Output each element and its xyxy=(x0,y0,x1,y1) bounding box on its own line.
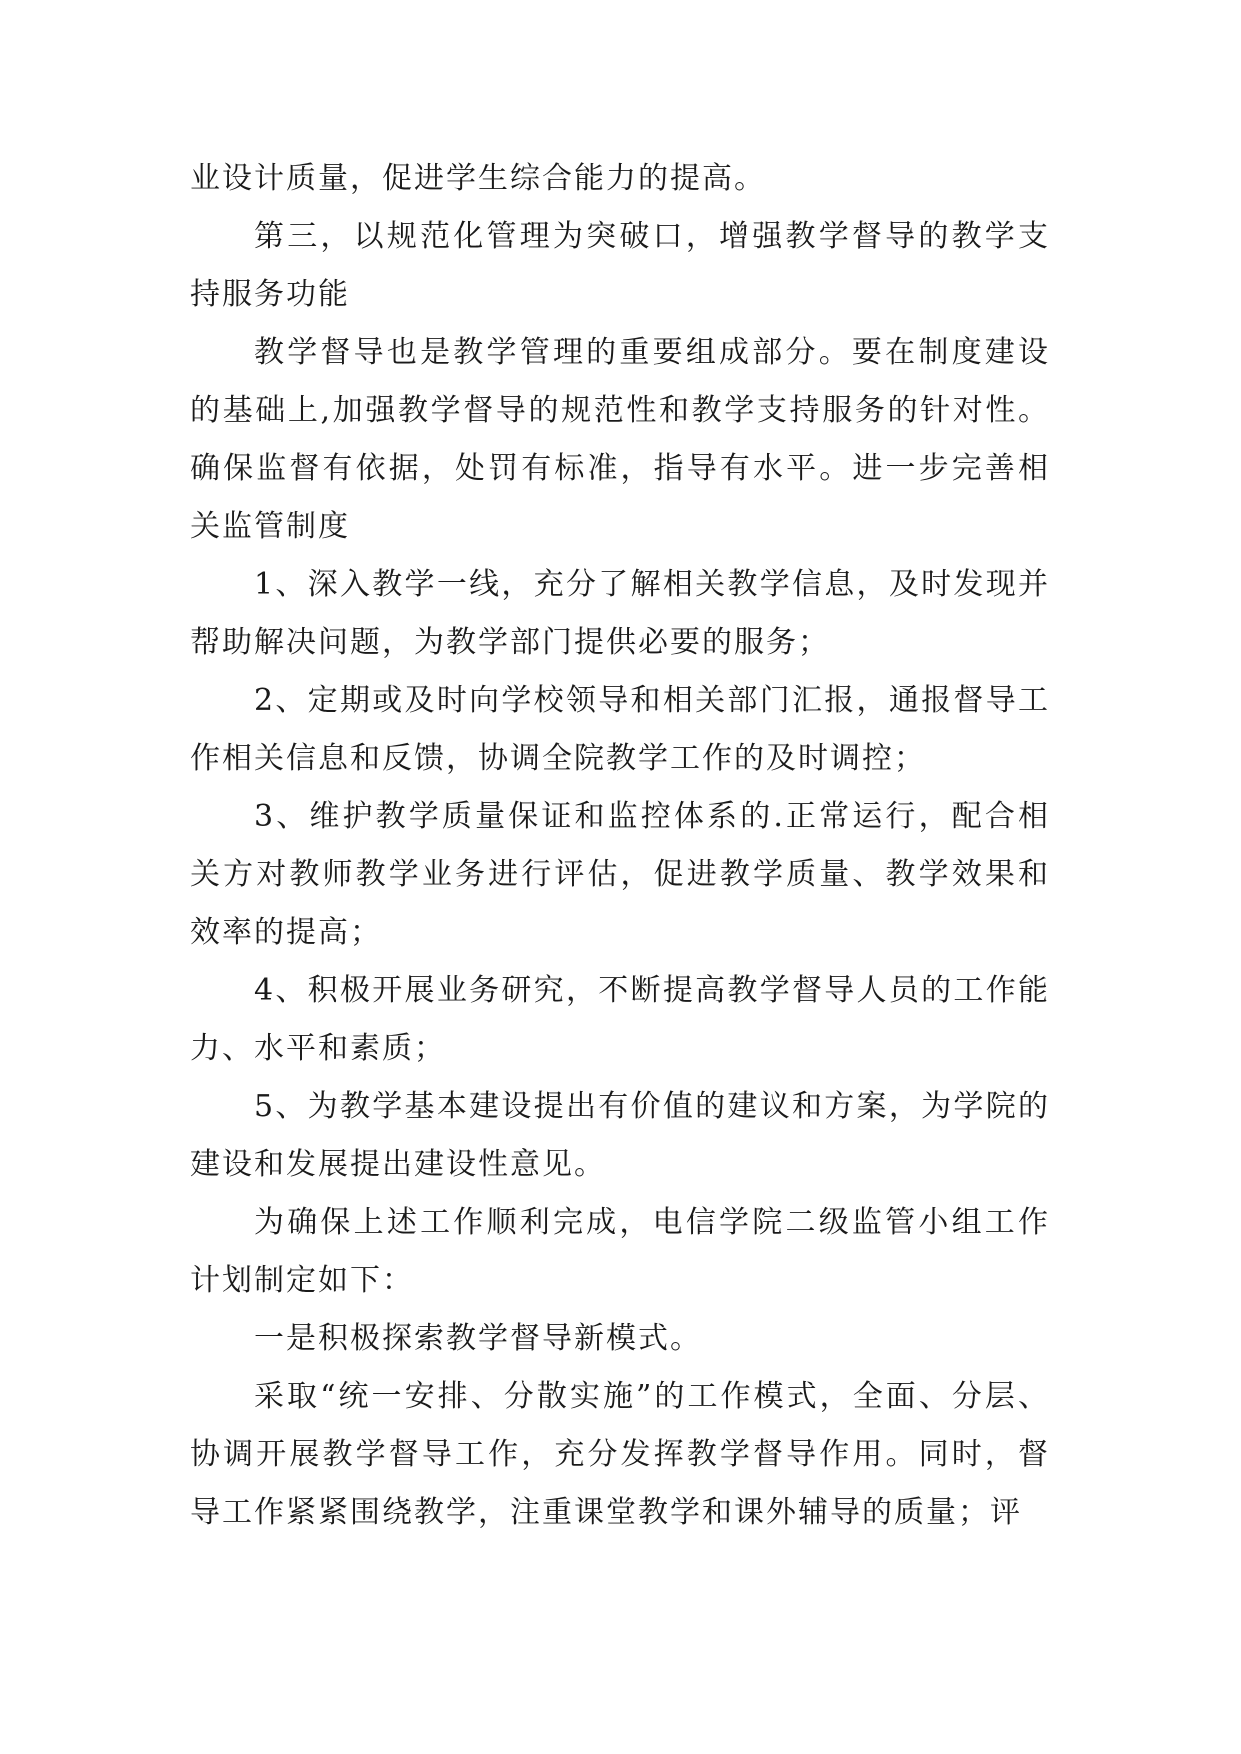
paragraph-continuation: 业设计质量，促进学生综合能力的提高。 xyxy=(190,161,766,196)
paragraph-work-mode: 采取“统一安排、分散实施”的工作模式，全面、分层、协调开展教学督导工作，充分发挥教学督导作用。同时，督导工作紧紧围绕教学，注重课堂教学和课外辅导的质量；评 xyxy=(190,1379,1050,1530)
list-item-5: 5、为教学基本建设提出有价值的建议和方案，为学院的建设和发展提出建设性意见。 xyxy=(190,1089,1050,1182)
paragraph-plan-intro: 为确保上述工作顺利完成，电信学院二级监管小组工作计划制定如下： xyxy=(190,1205,1050,1298)
list-item-1: 1、深入教学一线，充分了解相关教学信息，及时发现并帮助解决问题，为教学部门提供必要的服务； xyxy=(190,567,1050,660)
document-body xyxy=(190,150,1050,1542)
paragraph-supervision-overview: 教学督导也是教学管理的重要组成部分。要在制度建设的基础上,加强教学督导的规范性和教学支持服务的针对性。确保监督有依据，处罚有标准，指导有水平。进一步完善相关监管制度 xyxy=(190,335,1050,544)
list-item-2: 2、定期或及时向学校领导和相关部门汇报，通报督导工作相关信息和反馈，协调全院教学工作的及时调控； xyxy=(190,683,1050,776)
list-item-4: 4、积极开展业务研究，不断提高教学督导人员的工作能力、水平和素质； xyxy=(190,973,1050,1066)
list-item-3: 3、维护教学质量保证和监控体系的.正常运行，配合相关方对教师教学业务进行评估，促进教学质量、教学效果和效率的提高； xyxy=(190,799,1050,950)
paragraph-section-three-heading: 第三，以规范化管理为突破口，增强教学督导的教学支持服务功能 xyxy=(190,219,1050,312)
paragraph-point-one: 一是积极探索教学督导新模式。 xyxy=(254,1321,702,1356)
